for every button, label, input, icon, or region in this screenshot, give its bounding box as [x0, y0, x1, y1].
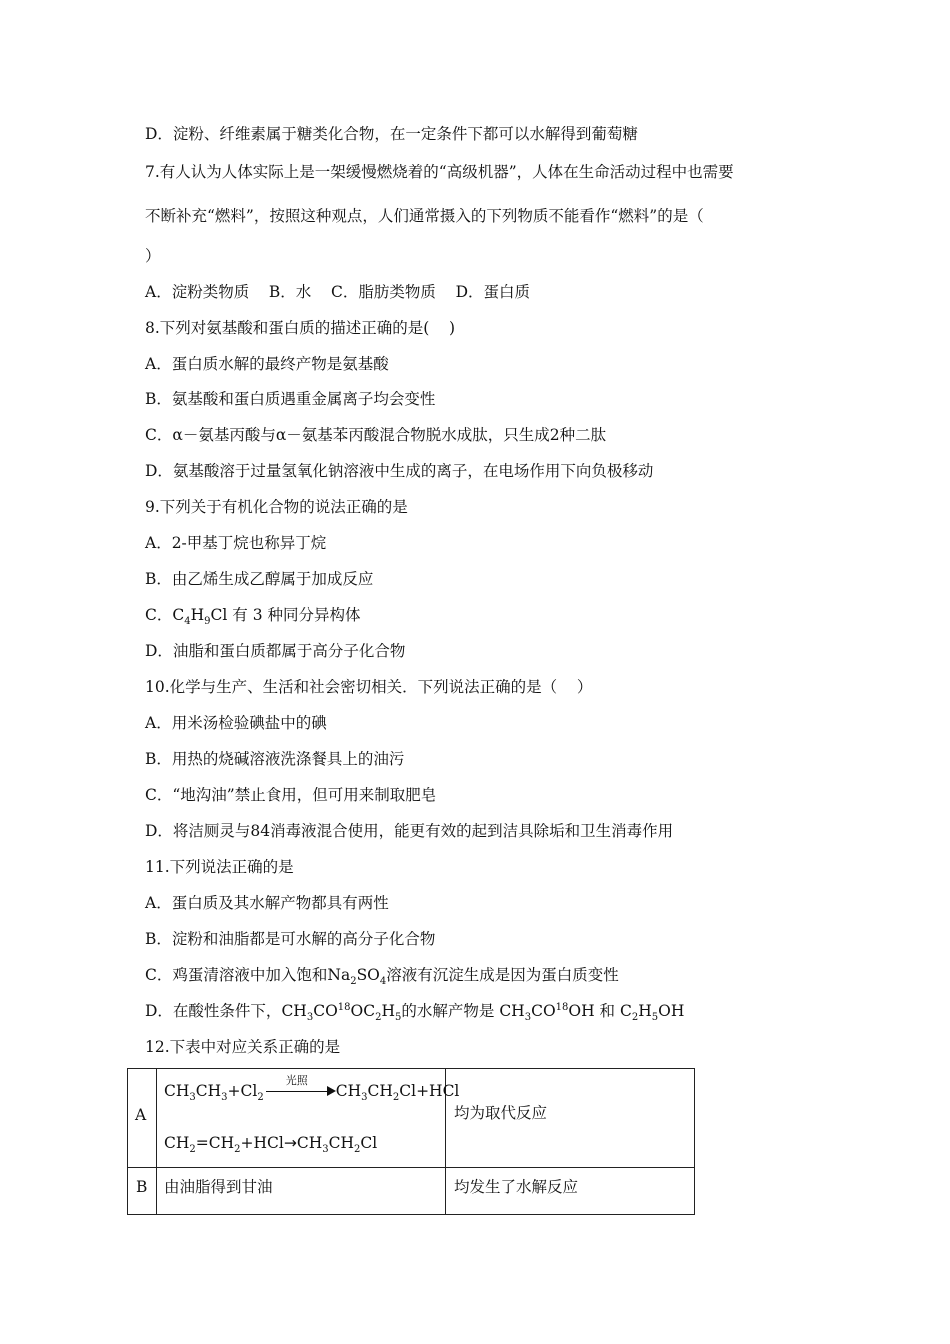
q8-option-b: B．氨基酸和蛋白质遇重金属离子均会变性: [145, 390, 436, 408]
table-row-a-equation-1: $CH_3CH_3+Cl_2$ 光照 $CH_3CH_2Cl+HCl$: [164, 1074, 460, 1104]
q7-options: A．淀粉类物质 B．水 C．脂肪类物质 D．蛋白质: [145, 283, 530, 301]
q8-option-a: A．蛋白质水解的最终产物是氨基酸: [145, 355, 389, 373]
q10-option-b: B．用热的烧碱溶液洗涤餐具上的油污: [145, 750, 405, 768]
q11-option-d: D．在酸性条件下，$CH_3CO^{18}OC_2H_5$的水解产物是 $CH_3CO^{18}OH$ 和 $C_2H_5OH$: [145, 1001, 685, 1024]
q9-option-d: D．油脂和蛋白质都属于高分子化合物: [145, 642, 406, 660]
q8-option-d: D．氨基酸溶于过量氢氧化钠溶液中生成的离子，在电场作用下向负极移动: [145, 462, 654, 480]
q10-option-a: A．用米汤检验碘盐中的碘: [145, 714, 327, 732]
table-divider-col1: [156, 1069, 157, 1214]
q9-option-c: C．$C_4H_9Cl$ 有 3 种同分异构体: [145, 606, 361, 628]
q12-stem: 12.下表中对应关系正确的是: [145, 1038, 341, 1056]
q8-stem: 8.下列对氨基酸和蛋白质的描述正确的是( ): [145, 319, 456, 337]
q11-option-b: B．淀粉和油脂都是可水解的高分子化合物: [145, 930, 436, 948]
q8-option-c: C．α－氨基丙酸与α－氨基苯丙酸混合物脱水成肽，只生成2种二肽: [145, 426, 607, 444]
table-row-b-content: 由油脂得到甘油: [164, 1178, 273, 1196]
q7-stem-line2: 不断补充“燃料”，按照这种观点，人们通常摄入的下列物质不能看作“燃料”的是（: [145, 207, 704, 225]
q11-option-c: C．鸡蛋清溶液中加入饱和$Na_2SO_4$溶液有沉淀生成是因为蛋白质变性: [145, 966, 619, 988]
answer-table: [127, 1068, 695, 1215]
q9-stem: 9.下列关于有机化合物的说法正确的是: [145, 498, 408, 516]
q9-option-a: A．2-甲基丁烷也称异丁烷: [145, 534, 327, 552]
q7-stem-line3: ）: [145, 247, 161, 265]
table-row-a-result: 均为取代反应: [454, 1104, 548, 1122]
q10-option-c: C．“地沟油”禁止食用，但可用来制取肥皂: [145, 786, 437, 804]
arrow-right-icon: →: [283, 1134, 297, 1152]
q11-option-a: A．蛋白质及其水解产物都具有两性: [145, 894, 389, 912]
q10-option-d: D．将洁厕灵与84消毒液混合使用，能更有效的起到洁具除垢和卫生消毒作用: [145, 822, 674, 840]
q9-option-b: B．由乙烯生成乙醇属于加成反应: [145, 570, 374, 588]
q7-stem-line1: 7.有人认为人体实际上是一架缓慢燃烧着的“高级机器”，人体在生命活动过程中也需要: [145, 163, 734, 181]
table-divider-row: [128, 1167, 694, 1168]
q6-option-d: D．淀粉、纤维素属于糖类化合物，在一定条件下都可以水解得到葡萄糖: [145, 125, 638, 143]
table-row-a-label: A: [135, 1106, 147, 1124]
table-row-b-result: 均发生了水解反应: [454, 1178, 579, 1196]
table-row-b-label: B: [136, 1178, 148, 1196]
q10-stem: 10.化学与生产、生活和社会密切相关．下列说法正确的是（ ）: [145, 678, 593, 696]
q11-stem: 11.下列说法正确的是: [145, 858, 294, 876]
table-row-a-equation-2: $CH_2=CH_2+HCl\to CH_3CH_2Cl$: [164, 1134, 378, 1156]
reaction-arrow-icon: 光照: [264, 1081, 336, 1101]
